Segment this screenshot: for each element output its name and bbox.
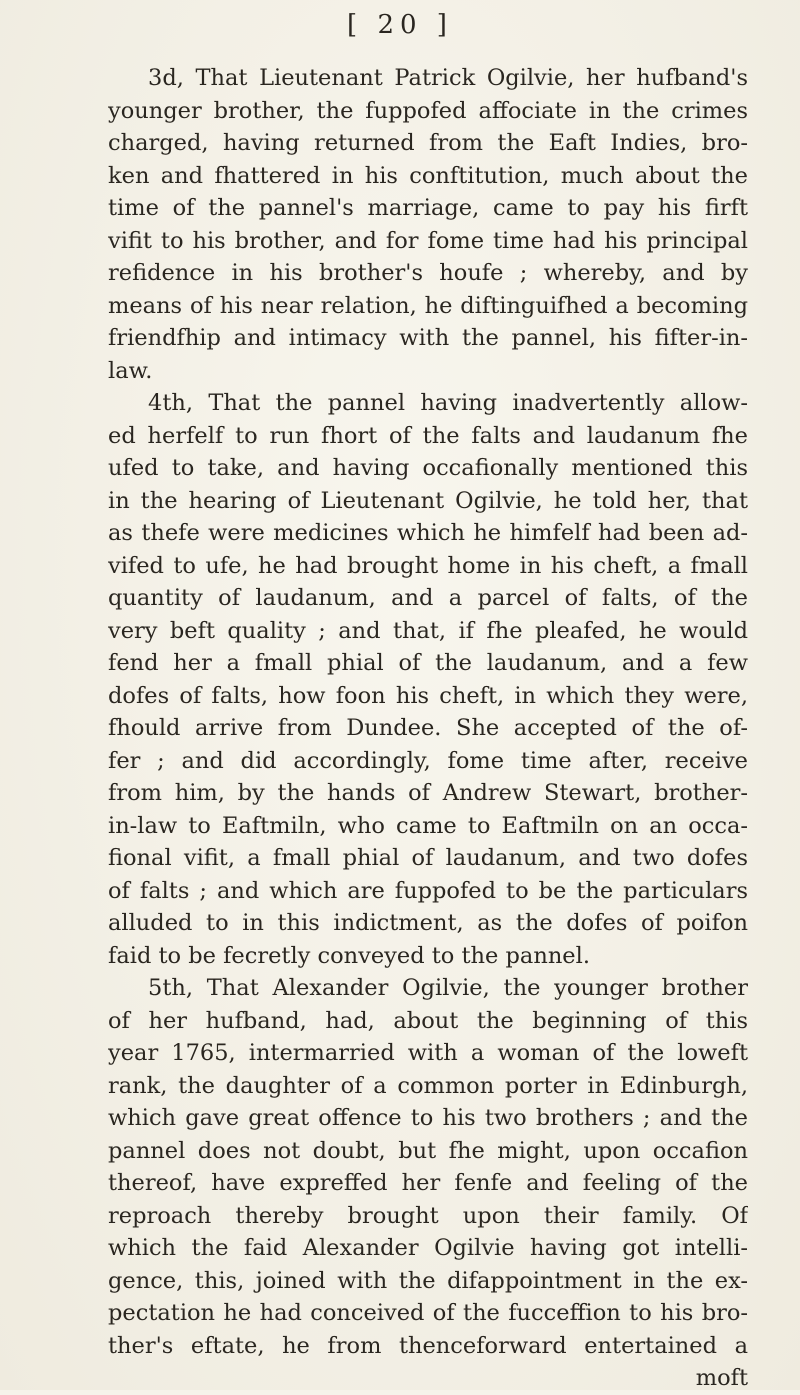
text-line: from him, by the hands of Andrew Stewart, brother- <box>108 780 748 806</box>
text-line: 4th, That the pannel having inadvertently allow- <box>148 390 748 416</box>
text-line: ed herfelf to run fhort of the falts and laudanum fhe <box>108 422 748 449</box>
text-line: faid to be fecretly conveyed to the pannel. <box>108 942 590 969</box>
text-line: year 1765, intermarried with a woman of the loweft <box>108 1040 748 1066</box>
body-text <box>108 62 748 1395</box>
text-line: vifit to his brother, and for fome time had his principal <box>108 227 748 254</box>
text-line: in the hearing of Lieutenant Ogilvie, he told her, that <box>108 487 748 514</box>
text-line: 3d, That Lieutenant Patrick Ogilvie, her hufband's <box>148 65 748 91</box>
text-line: refidence in his brother's houfe ; whereby, and by <box>108 260 748 286</box>
text-line: gence, this, joined with the difappointment in the ex- <box>108 1267 748 1294</box>
text-line: of falts ; and which are fuppofed to be the particulars <box>108 877 748 904</box>
text-line: alluded to in this indictment, as the dofes of poifon <box>108 910 748 936</box>
text-line: ufed to take, and having occafionally mentioned this <box>108 455 748 481</box>
text-line: fhould arrive from Dundee. She accepted of the of- <box>108 715 748 741</box>
text-line: very beft quality ; and that, if fhe pleafed, he would <box>108 617 748 644</box>
text-line: rank, the daughter of a common porter in Edinburgh, <box>108 1072 748 1099</box>
text-line: as thefe were medicines which he himfelf had been ad- <box>108 520 748 546</box>
page-number: [ 20 ] <box>347 10 453 40</box>
text-line: charged, having returned from the Eaft Indies, bro- <box>108 130 748 156</box>
text-line: friendfhip and intimacy with the pannel, his fifter-in- <box>108 325 748 351</box>
text-line: quantity of laudanum, and a parcel of falts, of the <box>108 585 748 611</box>
text-line: reproach thereby brought upon their family. Of <box>108 1202 748 1229</box>
text-line: moft <box>695 1365 748 1391</box>
text-line: in-law to Eaftmiln, who came to Eaftmiln on an occa- <box>108 812 748 839</box>
text-line: of her hufband, had, about the beginning of this <box>108 1007 748 1034</box>
text-line: which gave great offence to his two brothers ; and the <box>108 1105 748 1131</box>
text-line: which the faid Alexander Ogilvie having got intelli- <box>108 1235 748 1261</box>
text-line: 5th, That Alexander Ogilvie, the younger brother <box>148 975 748 1001</box>
text-line: thereof, have expreffed her fenfe and feeling of the <box>108 1170 748 1196</box>
text-line: means of his near relation, he diftinguifhed a becoming <box>108 292 748 319</box>
text-line: law. <box>108 357 153 384</box>
text-line: fend her a fmall phial of the laudanum, and a few <box>108 650 748 676</box>
text-line: ken and fhattered in his conftitution, much about the <box>108 162 748 189</box>
text-line: pannel does not doubt, but fhe might, upon occafion <box>108 1137 748 1164</box>
text-line: younger brother, the fuppofed affociate in the crimes <box>108 97 748 124</box>
text-line: fional vifit, a fmall phial of laudanum, and two dofes <box>108 845 748 871</box>
text-line: pectation he had conceived of the fucceffion to his bro- <box>108 1300 748 1326</box>
text-line: fer ; and did accordingly, fome time after, receive <box>108 747 748 774</box>
text-line: dofes of falts, how foon his cheft, in which they were, <box>108 682 748 709</box>
text-line: ther's eftate, he from thenceforward entertained a <box>108 1332 748 1359</box>
text-line: vifed to ufe, he had brought home in his cheft, a fmall <box>108 552 748 579</box>
text-line: time of the pannel's marriage, came to pay his firft <box>108 195 748 221</box>
